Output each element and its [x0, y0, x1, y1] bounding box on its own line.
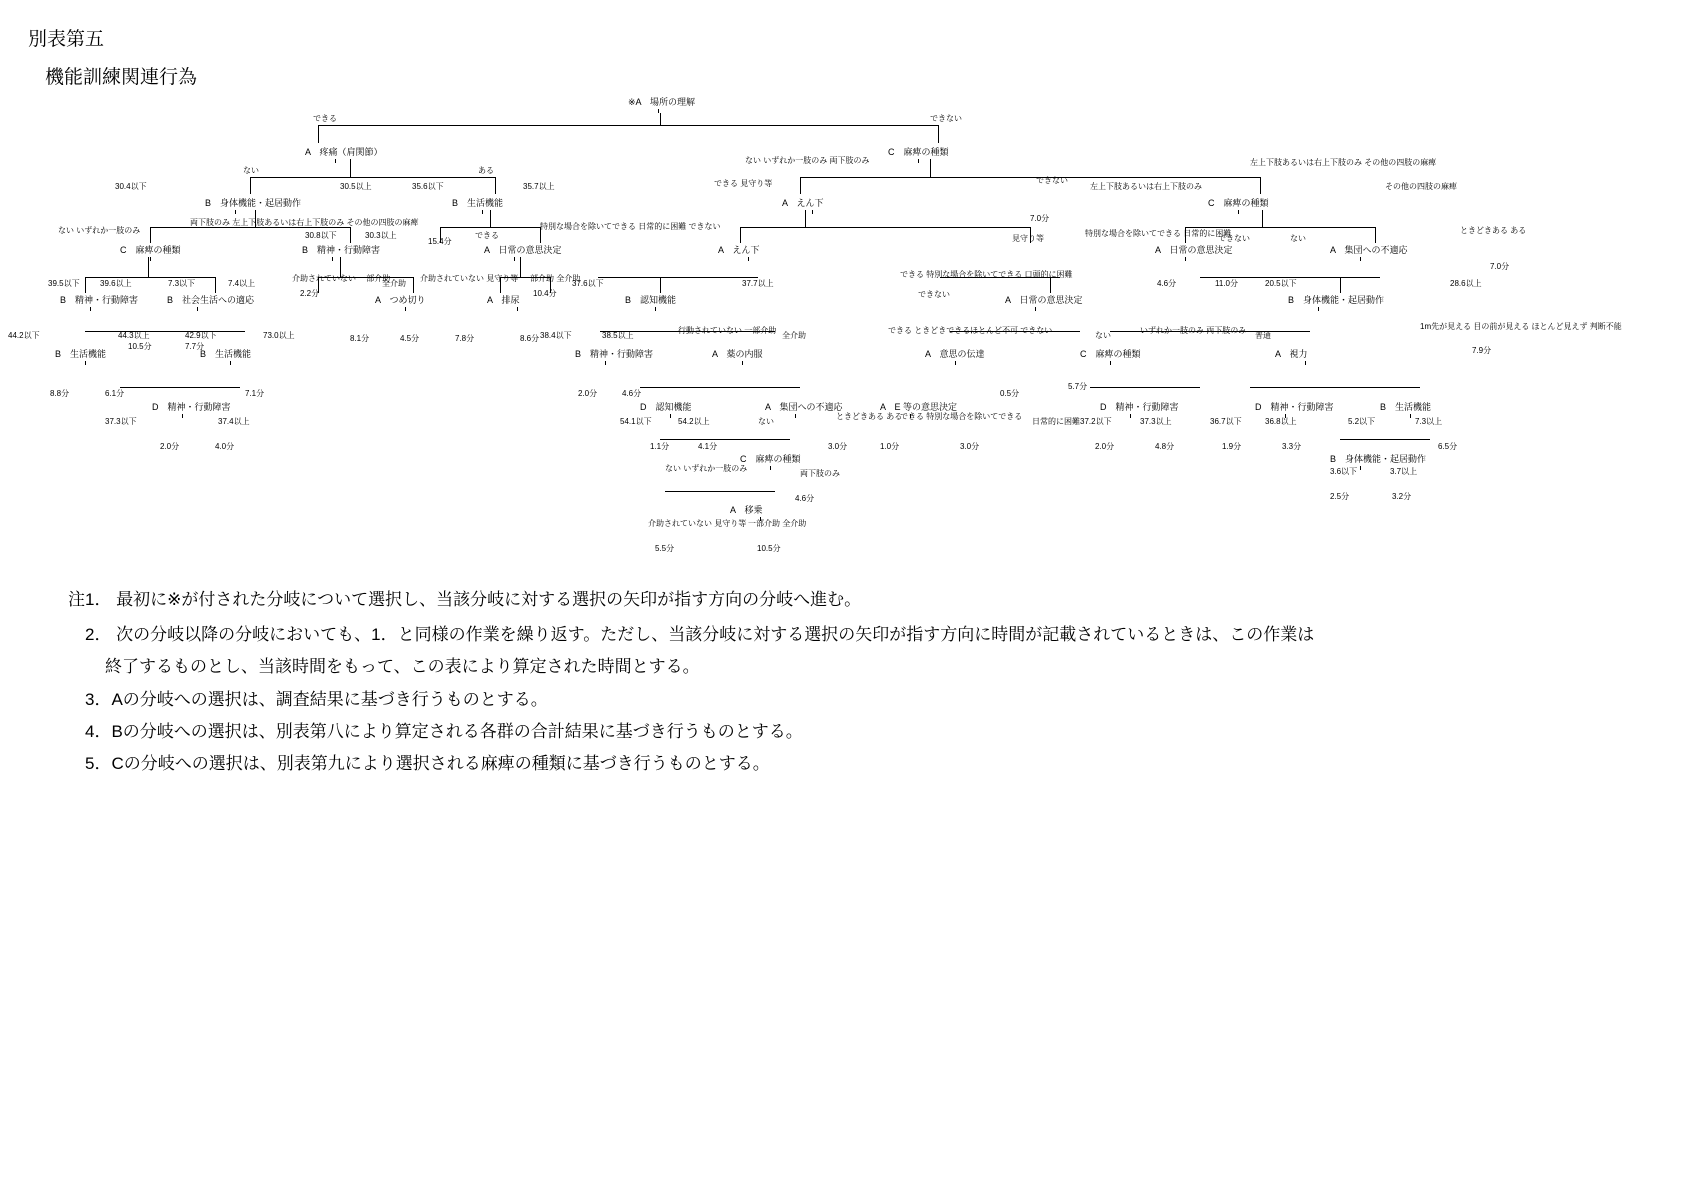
note-3: 3．Aの分岐への選択は、調査結果に基づき行うものとする。 — [85, 690, 548, 709]
branch-label: 7.8分 — [455, 334, 475, 343]
branch-label: 全介助 — [782, 331, 806, 340]
branch-label: 6.5分 — [1438, 442, 1458, 451]
branch-label: 一部介助 全介助 — [748, 519, 807, 528]
tree-node: B 生活機能 — [452, 198, 504, 208]
branch-label: 4.1分 — [698, 442, 718, 451]
connector — [1305, 361, 1306, 365]
connector — [770, 466, 771, 470]
branch-label: ない — [1290, 234, 1306, 243]
branch-label: 30.5以上 — [340, 182, 372, 191]
branch-label: ときどきある ある — [836, 412, 903, 421]
branch-label: 両下肢のみ 左上下肢あるいは右上下肢のみ その他の四肢の麻痺 — [190, 218, 419, 227]
connector — [1185, 257, 1186, 261]
page-title: 別表第五 — [28, 29, 105, 50]
connector — [197, 307, 198, 311]
connector — [150, 227, 151, 243]
branch-label: 1.1分 — [650, 442, 670, 451]
tree-node: D 精神・行動障害 — [152, 402, 231, 412]
connector — [318, 125, 319, 143]
connector — [795, 414, 796, 418]
connector — [148, 257, 149, 277]
connector — [495, 177, 496, 194]
branch-label: 特別な場合を除いてできる 日常的に困難 できない — [540, 222, 721, 231]
tree-node: B 身体機能・起居動作 — [1330, 454, 1427, 464]
branch-label: 2.5分 — [1330, 492, 1350, 501]
branch-label: 20.5以下 — [1265, 279, 1297, 288]
tree-node: D 認知機能 — [640, 402, 692, 412]
connector — [1238, 210, 1239, 214]
branch-label: 日常的に困難 — [1032, 417, 1080, 426]
connector — [1340, 277, 1341, 293]
connector — [598, 277, 758, 278]
tree-node: B 生活機能 — [200, 349, 252, 359]
connector — [250, 177, 251, 194]
connector — [1200, 277, 1380, 278]
tree-node: B 生活機能 — [1380, 402, 1432, 412]
connector — [1262, 210, 1263, 227]
connector — [235, 210, 236, 214]
tree-node: C 麻痺の種類 — [1208, 198, 1269, 208]
branch-label: 39.6以上 — [100, 279, 132, 288]
connector — [670, 414, 671, 418]
tree-node: A えん下 — [718, 245, 760, 255]
connector — [1360, 257, 1361, 261]
branch-label: 37.6以下 — [572, 279, 604, 288]
tree-node: B 精神・行動障害 — [302, 245, 381, 255]
branch-label: 36.8以上 — [1265, 417, 1297, 426]
connector — [85, 277, 215, 278]
branch-label: 3.0分 — [960, 442, 980, 451]
connector — [665, 491, 775, 492]
connector — [660, 277, 661, 293]
tree-node: B 認知機能 — [625, 295, 677, 305]
connector — [1050, 277, 1051, 293]
tree-node: B 身体機能・起居動作 — [205, 198, 302, 208]
branch-label: 7.3以下 — [168, 279, 196, 288]
connector — [805, 210, 806, 227]
connector — [1260, 177, 1261, 194]
branch-label: 44.3以上 — [118, 331, 150, 340]
connector — [230, 361, 231, 365]
connector — [405, 307, 406, 311]
connector — [120, 387, 240, 388]
branch-label: 5.5分 — [655, 544, 675, 553]
branch-label: できない — [918, 290, 950, 299]
branch-label: ない いずれか一肢のみ 両下肢のみ — [745, 156, 870, 165]
branch-label: 全介助 — [382, 279, 406, 288]
tree-node: B 精神・行動障害 — [575, 349, 654, 359]
branch-label: 11.0分 — [1215, 279, 1238, 288]
tree-node: A 集団への不適応 — [1330, 245, 1408, 255]
branch-label: 54.1以下 — [620, 417, 652, 426]
connector — [800, 177, 1260, 178]
connector — [955, 361, 956, 365]
branch-label: 4.0分 — [215, 442, 235, 451]
connector — [1090, 387, 1200, 388]
note-2: 2． 次の分岐以降の分岐においても、1．と同様の作業を繰り返す。ただし、当該分岐に対する選択の矢印が指す方向に時間が記載されているときは、この作業は — [85, 625, 1315, 644]
branch-label: 2.0分 — [160, 442, 180, 451]
note-1: 注1． 最初に※が付された分岐について選択し、当該分岐に対する選択の矢印が指す方向の分岐へ進む。 — [68, 590, 862, 609]
branch-label: 左上下肢あるいは右上下肢のみ その他の四肢の麻痺 — [1250, 158, 1437, 167]
connector — [350, 159, 351, 177]
tree-node: A 移乗 — [730, 505, 763, 515]
branch-label: 7.0分 — [1030, 214, 1050, 223]
branch-label: 30.4以下 — [115, 182, 147, 191]
branch-label: ない いずれか一肢のみ — [58, 226, 141, 235]
branch-label: 7.0分 — [1490, 262, 1510, 271]
branch-label: ない — [758, 417, 774, 426]
connector — [182, 414, 183, 418]
branch-label: 3.2分 — [1392, 492, 1412, 501]
branch-label: 5.2以下 — [1348, 417, 1376, 426]
branch-label: 10.5分 — [757, 544, 781, 553]
branch-label: 4.8分 — [1155, 442, 1175, 451]
tree-node: B 社会生活への適応 — [167, 295, 255, 305]
branch-label: できる — [313, 114, 337, 123]
branch-label: 7.4以上 — [228, 279, 256, 288]
branch-label: 2.0分 — [578, 389, 598, 398]
branch-label: 8.8分 — [50, 389, 70, 398]
branch-label: できる — [475, 231, 499, 240]
branch-label: 39.5以下 — [48, 279, 80, 288]
connector — [660, 439, 790, 440]
branch-label: できない — [1218, 234, 1250, 243]
connector — [1410, 414, 1411, 418]
branch-label: 介助されていない 一部介助 — [292, 274, 391, 283]
tree-node: C 麻痺の種類 — [1080, 349, 1141, 359]
connector — [318, 125, 938, 126]
connector — [335, 159, 336, 163]
connector — [1250, 387, 1420, 388]
branch-label: いずれか一肢のみ 両下肢のみ — [1140, 326, 1247, 335]
branch-label: 6.1分 — [105, 389, 125, 398]
connector — [812, 210, 813, 214]
connector — [215, 277, 216, 293]
tree-node: A 視力 — [1275, 349, 1308, 359]
tree-node: C 麻痺の種類 — [740, 454, 801, 464]
tree-node: A 日常の意思決定 — [484, 245, 562, 255]
branch-label: 4.5分 — [400, 334, 420, 343]
connector — [150, 227, 350, 228]
branch-label: 3.7以上 — [1390, 467, 1418, 476]
connector — [938, 125, 939, 143]
branch-label: 37.3以下 — [105, 417, 137, 426]
connector — [350, 227, 351, 243]
connector — [748, 257, 749, 261]
tree-node: A 薬の内服 — [712, 349, 763, 359]
connector — [1318, 307, 1319, 311]
connector — [1375, 227, 1376, 243]
branch-label: できない — [930, 114, 962, 123]
branch-label: 42.9以下 — [185, 331, 217, 340]
branch-label: その他の四肢の麻痺 — [1385, 182, 1457, 191]
branch-label: ときどきある ある — [1460, 226, 1527, 235]
branch-label: できる 特別な場合を除いてできる 口頭的に困難 — [900, 270, 1073, 279]
branch-label: 10.4分 — [533, 289, 557, 298]
branch-label: 37.7以上 — [742, 279, 774, 288]
connector — [605, 361, 606, 365]
branch-label: ない いずれか一肢のみ — [665, 464, 748, 473]
connector — [514, 257, 515, 261]
branch-label: 5.7分 — [1068, 382, 1088, 391]
tree-node: A 集団への不適応 — [765, 402, 843, 412]
tree-node: D 精神・行動障害 — [1100, 402, 1179, 412]
branch-label: 4.6分 — [1157, 279, 1177, 288]
decision-tree-diagram — [0, 95, 1695, 575]
branch-label: 37.2以下 — [1080, 417, 1112, 426]
branch-label: できる 見守り等 — [714, 179, 773, 188]
branch-label: ある — [478, 166, 494, 175]
branch-label: 44.2以下 — [8, 331, 40, 340]
branch-label: 7.9分 — [1472, 346, 1492, 355]
page-subtitle: 機能訓練関連行為 — [45, 67, 198, 88]
connector — [85, 331, 245, 332]
branch-label: 7.1分 — [245, 389, 265, 398]
connector — [85, 277, 86, 293]
tree-node: B 精神・行動障害 — [60, 295, 139, 305]
branch-label: ない — [1095, 331, 1111, 340]
tree-node: A 意思の伝達 — [925, 349, 985, 359]
branch-label: 54.2以上 — [678, 417, 710, 426]
branch-label: 4.6分 — [622, 389, 642, 398]
branch-label: 一部介助 全介助 — [522, 274, 581, 283]
branch-label: 特別な場合を除いてできる 日常的に困難 — [1085, 229, 1232, 238]
note-2-cont: 終了するものとし、当該時間をもって、この表により算定された時間とする。 — [105, 657, 700, 676]
branch-label: できる ときどきできる — [888, 326, 971, 335]
connector — [658, 109, 659, 113]
tree-node: C 麻痺の種類 — [120, 245, 181, 255]
branch-label: 7.3以上 — [1415, 417, 1443, 426]
connector — [930, 159, 931, 177]
tree-node: A つめ切り — [375, 295, 426, 305]
branch-label: 7.7分 — [185, 342, 205, 351]
connector — [85, 361, 86, 365]
tree-node: A 疼痛（肩関節） — [305, 147, 383, 157]
branch-label: 3.0分 — [828, 442, 848, 451]
branch-label: 普通 — [1255, 331, 1271, 340]
branch-label: 左上下肢あるいは右上下肢のみ — [1090, 182, 1202, 191]
connector — [1185, 227, 1375, 228]
branch-label: 介助されていない 見守り等 — [420, 274, 519, 283]
connector — [1035, 307, 1036, 311]
connector — [660, 113, 661, 125]
tree-node: ※A 場所の理解 — [628, 97, 696, 107]
note-5: 5．Cの分岐への選択は、別表第九により選択される麻痺の種類に基づき行うものとする。 — [85, 754, 770, 773]
branch-label: 30.8以下 — [305, 231, 337, 240]
branch-label: 8.6分 — [520, 334, 540, 343]
connector — [440, 227, 540, 228]
connector — [482, 210, 483, 214]
branch-label: 1.0分 — [880, 442, 900, 451]
branch-label: 35.7以上 — [523, 182, 555, 191]
connector — [1110, 361, 1111, 365]
tree-node: D 精神・行動障害 — [1255, 402, 1334, 412]
branch-label: 15.4分 — [428, 237, 452, 246]
tree-node: A えん下 — [782, 198, 824, 208]
tree-node: A 日常の意思決定 — [1155, 245, 1233, 255]
branch-label: 2.0分 — [1095, 442, 1115, 451]
tree-node: B 身体機能・起居動作 — [1288, 295, 1385, 305]
branch-label: 4.6分 — [795, 494, 815, 503]
connector — [640, 387, 800, 388]
branch-label: 3.6以下 — [1330, 467, 1358, 476]
connector — [918, 159, 919, 163]
connector — [250, 177, 495, 178]
note-4: 4．Bの分岐への選択は、別表第八により算定される各群の合計結果に基づき行うものとする。 — [85, 722, 803, 741]
connector — [1130, 414, 1131, 418]
connector — [1360, 466, 1361, 470]
connector — [520, 257, 521, 277]
connector — [150, 257, 151, 261]
branch-label: 見守り等 — [1012, 234, 1044, 243]
branch-label: 3.3分 — [1282, 442, 1302, 451]
connector — [1340, 439, 1430, 440]
branch-label: 73.0以上 — [263, 331, 295, 340]
branch-label: 1m先が見える 目の前が見える ほとんど見えず 判断不能 — [1420, 322, 1622, 331]
branch-label: 0.5分 — [1000, 389, 1020, 398]
branch-label: 37.4以上 — [218, 417, 250, 426]
branch-label: 2.2分 — [300, 289, 320, 298]
connector — [742, 361, 743, 365]
branch-label: できない — [1036, 176, 1068, 185]
connector — [740, 227, 741, 243]
branch-label: 28.6以上 — [1450, 279, 1482, 288]
branch-label: 36.7以下 — [1210, 417, 1242, 426]
branch-label: 35.6以下 — [412, 182, 444, 191]
branch-label: 介助されていない 見守り等 — [648, 519, 747, 528]
connector — [490, 210, 491, 227]
branch-label: できる 特別な場合を除いてできる — [900, 412, 1023, 421]
branch-label: 1.9分 — [1222, 442, 1242, 451]
tree-node: B 生活機能 — [55, 349, 107, 359]
branch-label: ほとんど不可 できない — [970, 326, 1053, 335]
tree-node: A 排尿 — [487, 295, 520, 305]
branch-label: 10.5分 — [128, 342, 152, 351]
branch-label: 両下肢のみ — [800, 469, 840, 478]
connector — [800, 177, 801, 194]
connector — [332, 257, 333, 261]
branch-label: 37.3以上 — [1140, 417, 1172, 426]
connector — [413, 277, 414, 293]
tree-node: C 麻痺の種類 — [888, 147, 949, 157]
branch-label: 38.4以下 — [540, 331, 572, 340]
branch-label: 30.3以上 — [365, 231, 397, 240]
connector — [740, 227, 1030, 228]
branch-label: 38.5以上 — [602, 331, 634, 340]
tree-node: A 日常の意思決定 — [1005, 295, 1083, 305]
tree-node: A E 等の意思決定 — [880, 402, 958, 412]
branch-label: 行動されていない 一部介助 — [678, 326, 777, 335]
branch-label: 8.1分 — [350, 334, 370, 343]
connector — [655, 307, 656, 311]
connector — [517, 307, 518, 311]
connector — [90, 307, 91, 311]
branch-label: ない — [243, 166, 259, 175]
